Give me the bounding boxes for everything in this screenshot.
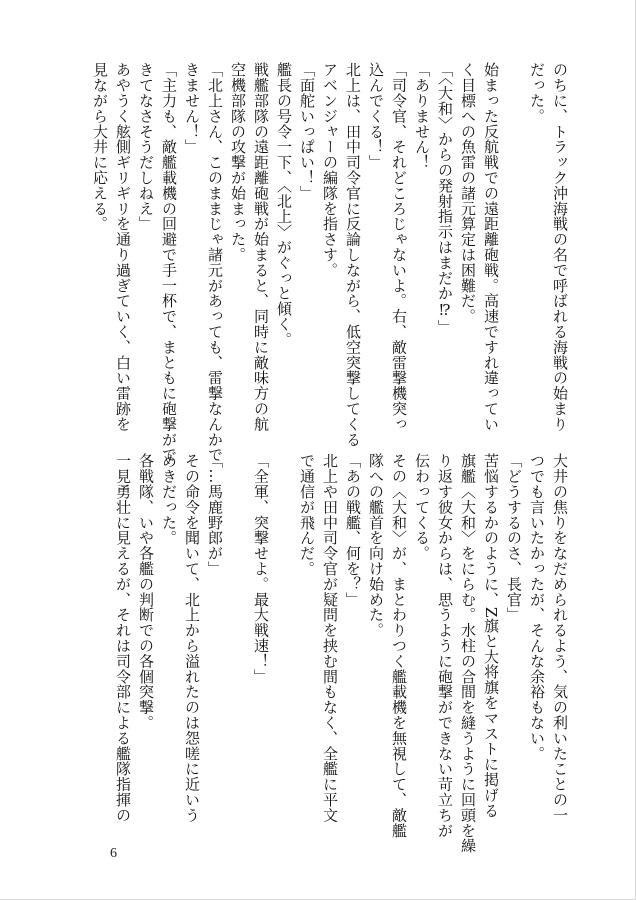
text-line: 隊への艦首を向け始めた。 xyxy=(367,453,385,638)
text-line: 北上は、田中司令官に反論しながら、低空突撃してくる xyxy=(344,62,362,447)
text-line: きてなさそうだしねえ」 xyxy=(137,62,155,232)
text-line: 「北上さん、このままじゃ諸元があっても、雷撃なんかで xyxy=(206,62,224,463)
text-line: 「ありません！ xyxy=(413,62,431,170)
blank-line xyxy=(502,62,525,442)
text-line: 始まった反航戦での遠距離砲戦。高速ですれ違ってい xyxy=(482,62,500,432)
text-line: 大井の焦りをなだめられるよう、気の利いたことの一 xyxy=(551,453,569,823)
text-line: 艦長の号令一下、〈北上〉がぐっと傾く。 xyxy=(275,62,293,348)
text-line: 「あの戦艦、何を？」 xyxy=(344,453,362,607)
text-line: 「主力も、敵艦載機の回避で手一杯で、まともに砲撃がで xyxy=(160,62,178,463)
text-line: アベンジャーの編隊を指さす。 xyxy=(321,62,339,278)
text-line: 各戦隊、いや各艦の判断での各個突撃。 xyxy=(137,453,155,731)
text-line: で通信が飛んだ。 xyxy=(298,453,316,577)
text-line: 旗艦〈大和〉をにらむ。水柱の合間を縫うように回頭を繰 xyxy=(459,453,477,854)
blank-line xyxy=(272,453,295,833)
text-line: 「…馬鹿野郎が」 xyxy=(206,453,224,577)
upper-text-block xyxy=(88,62,571,463)
text-line: 一見勇壮に見えるが、それは司令部による艦隊指揮の xyxy=(114,453,132,823)
text-line: 「〈大和〉からの発射指示はまだか⁉」 xyxy=(436,62,454,335)
text-line: 「どうするのさ、長官」 xyxy=(505,453,523,623)
text-line: あやうく舷側ギリギリを通り過ぎていく、白い雷跡を xyxy=(114,62,132,432)
text-line: 「面舵いっぱい！」 xyxy=(298,62,316,201)
text-line: 見ながら大井に応える。 xyxy=(91,62,109,232)
text-line: 戦艦部隊の遠距離砲戦が始まると、同時に敵味方の航 xyxy=(252,62,270,432)
text-line: のちに、トラック沖海戦の名で呼ばれる海戦の始まり xyxy=(551,62,569,432)
text-line: 「全軍、突撃せよ。最大戦速！」 xyxy=(252,453,270,684)
text-line: その〈大和〉が、まとわりつく艦載機を無視して、敵艦 xyxy=(390,453,408,838)
text-line: めきだった。 xyxy=(160,453,178,546)
text-line: その命令を聞いて、北上から溢れたのは怨嗟に近いう xyxy=(183,453,201,823)
text-line: つでも言いたかったが、そんな余裕もない。 xyxy=(528,453,546,761)
text-line: 伝わってくる。 xyxy=(413,453,431,561)
text-line: 空機部隊の攻撃が始まった。 xyxy=(229,62,247,263)
text-line: きません！」 xyxy=(183,62,201,155)
text-line: 苦悩するかのように、Z旗と大将旗をマストに掲げる xyxy=(482,453,500,819)
text-line: 北上や田中司令官が疑問を挟む間もなく、全艦に平文 xyxy=(321,453,339,823)
text-line: 「司令官、それどころじゃないよ。右、敵雷撃機突っ込んでくる！」 xyxy=(367,62,408,432)
blank-line xyxy=(226,453,249,833)
text-line: り返す彼女からは、思うように砲撃ができない苛立ちが xyxy=(436,453,454,838)
text-line: だった。 xyxy=(528,62,546,124)
text-line: く目標への魚雷の諸元算定は困難だ。 xyxy=(459,62,477,324)
lower-text-block xyxy=(111,453,571,854)
page-number: 6 xyxy=(110,846,117,861)
